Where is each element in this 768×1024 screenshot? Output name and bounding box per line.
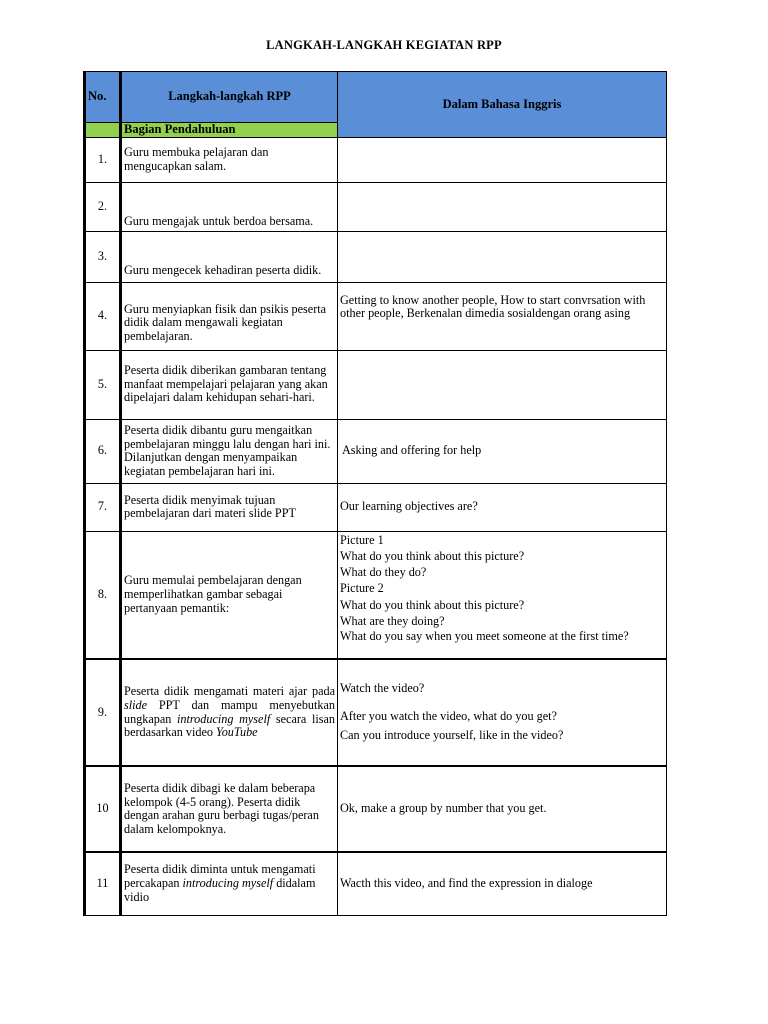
table-row: [85, 350, 667, 419]
table-row: [85, 182, 667, 231]
header-english: Dalam Bahasa Inggris: [338, 72, 667, 138]
row-english: Asking and offering for help: [338, 419, 667, 483]
row-step: Peserta didik dibagi ke dalam beberapa kelompok (4-5 orang). Peserta didik dengan arahan guru berbagi tugas/peran dalam kelompoknya.: [121, 766, 338, 852]
header-steps: Langkah-langkah RPP: [121, 72, 338, 123]
table-row: [85, 231, 667, 282]
row-english: [338, 531, 667, 659]
row-step: Guru mengecek kehadiran peserta didik.: [121, 231, 338, 282]
english-line: Picture 2: [340, 581, 384, 596]
english-line: Watch the video?: [340, 681, 425, 696]
table-row: [85, 659, 667, 766]
rpp-steps-table: [83, 71, 667, 916]
table-row: [85, 531, 667, 659]
table-row: [85, 137, 667, 182]
step-text-italic: introducing myself: [177, 711, 271, 726]
step-text: PPT dan mampu menyebutkan ungkapan: [124, 698, 335, 726]
section-spacer: [85, 123, 121, 138]
step-text: secara lisan berdasarkan video: [124, 711, 335, 740]
row-number: 3.: [85, 231, 121, 282]
row-step: Guru mengajak untuk berdoa bersama.: [121, 182, 338, 231]
section-title: Bagian Pendahuluan: [121, 123, 338, 138]
row-english: [338, 137, 667, 182]
row-english: Getting to know another people, How to start convrsation with other people, Berkenalan dimedia sosialdengan orang asing: [338, 282, 667, 350]
row-number: 4.: [85, 282, 121, 350]
row-step: Guru memulai pembelajaran dengan memperlihatkan gambar sebagai pertanyaan pemantik:: [121, 531, 338, 659]
row-english: Our learning objectives are?: [338, 483, 667, 531]
row-number: 5.: [85, 350, 121, 419]
table-row: [85, 282, 667, 350]
row-number: 2.: [85, 182, 121, 231]
table-row: [85, 766, 667, 852]
row-english: [338, 659, 667, 766]
table-row: [85, 419, 667, 483]
step-text-italic: introducing myself: [182, 876, 274, 891]
table-row: [85, 852, 667, 915]
row-step: Peserta didik diberikan gambaran tentang manfaat mempelajari pelajaran yang akan dipelajari dalam kehidupan sehari-hari.: [121, 350, 338, 419]
english-line: What do you think about this picture?: [340, 548, 525, 563]
page-title: LANGKAH-LANGKAH KEGIATAN RPP: [266, 38, 502, 52]
step-text-italic: YouTube: [216, 725, 258, 740]
step-text: didalam vidio: [124, 876, 316, 904]
row-number: 9.: [85, 659, 121, 766]
english-line: What do you say when you meet someone at the first time?: [340, 629, 629, 644]
row-number: 11: [85, 852, 121, 915]
row-step: [121, 852, 338, 915]
step-text: Peserta didik diminta untuk mengamati percakapan: [124, 862, 316, 891]
row-english: [338, 350, 667, 419]
row-english: [338, 182, 667, 231]
row-step: [121, 659, 338, 766]
row-number: 10: [85, 766, 121, 852]
table-row: [85, 483, 667, 531]
row-number: 7.: [85, 483, 121, 531]
row-step: Guru membuka pelajaran dan mengucapkan salam.: [121, 137, 338, 182]
row-step: Peserta didik dibantu guru mengaitkan pembelajaran minggu lalu dengan hari ini. Dilanjutkan dengan menyampaikan kegiatan pembelajaran hari ini.: [121, 419, 338, 483]
row-english: Wacth this video, and find the expression in dialoge: [338, 852, 667, 915]
english-line: After you watch the video, what do you get?: [340, 708, 557, 723]
row-number: 6.: [85, 419, 121, 483]
row-step: Peserta didik menyimak tujuan pembelajaran dari materi slide PPT: [121, 483, 338, 531]
english-line: What do they do?: [340, 565, 427, 580]
step-text-italic: slide: [124, 698, 148, 712]
row-number: 8.: [85, 531, 121, 659]
english-line: Can you introduce yourself, like in the video?: [340, 728, 564, 743]
english-line: Picture 1: [340, 532, 384, 547]
english-line: What are they doing?: [340, 614, 445, 629]
row-english: Ok, make a group by number that you get.: [338, 766, 667, 852]
header-no: No.: [85, 72, 121, 123]
row-step: Guru menyiapkan fisik dan psikis peserta didik dalam mengawali kegiatan pembelajaran.: [121, 282, 338, 350]
step-text: Peserta didik mengamati materi ajar pada: [124, 684, 335, 699]
table-header-row: [85, 72, 667, 123]
row-english: [338, 231, 667, 282]
english-line: What do you think about this picture?: [340, 597, 525, 612]
row-number: 1.: [85, 137, 121, 182]
